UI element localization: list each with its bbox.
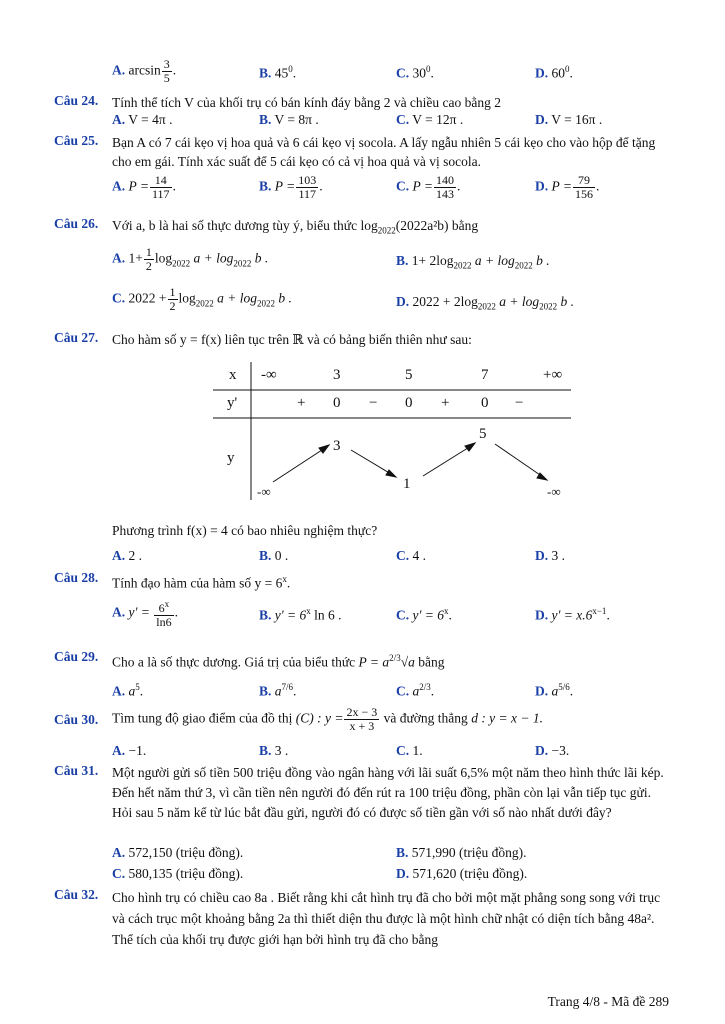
- q29-option-a: A. $a^5$.: [112, 682, 144, 699]
- table-x-value: -∞: [261, 367, 277, 383]
- q24-option-a: A. V = 4π .: [112, 112, 173, 127]
- q30-option-a: A. −1.: [112, 743, 147, 758]
- question-text: Tìm tung độ giao điểm của đồ thị (C) : y = $\frac{2x - 3}{x + 3}$ và đường thẳng d : y = x − 1.: [112, 705, 544, 733]
- q31-option-a: A. 572,150 (triệu đồng).: [112, 845, 244, 860]
- q27-option-c: C. 4 .: [396, 548, 426, 563]
- top-option-b: B. $45^0$.: [259, 64, 297, 81]
- top-option-c: C. $30^0$.: [396, 64, 434, 81]
- table-sign: 0: [405, 395, 413, 411]
- table-sign: −: [369, 395, 378, 411]
- question-text: Một người gửi số tiền 500 triệu đồng vào ngân hàng với lãi suất 6,5% một năm theo hình thức lãi kép. Đến hết năm thứ 3, vì cần tiền nên người đó đến rút ra 100 triệu đồng, phần còn lại vẫn tiếp tục gửi. Hỏi sau 5 năm kể từ lúc bắt đầu gửi, người đó có được số tiền gần với số nào nhất dưới đây?: [112, 765, 664, 820]
- table-x-label: x: [229, 367, 237, 383]
- table-y-value: 1: [403, 476, 411, 492]
- table-x-value: 5: [405, 367, 413, 383]
- q26-option-a: A. 1+ $\frac{1}{2}$ $\log_{2022} a + \log_{2022} b$ .: [112, 245, 269, 273]
- question-number: Câu 27.: [54, 330, 99, 345]
- top-option-a: A. arcsin $\frac{3}{5}$ .: [112, 57, 177, 85]
- question-text: Bạn A có 7 cái kẹo vị hoa quả và 6 cái kẹo vị socola. A lấy ngẫu nhiên 5 cái kẹo cho vào hộp để tặng cho em gái. Tính xác suất để 5 cái kẹo có cả vị hoa quả và vị socola.: [112, 135, 656, 169]
- q28-option-c: C. $y' = 6^x$.: [396, 606, 452, 623]
- q30-option-d: D. −3.: [535, 743, 570, 758]
- question-number: Câu 26.: [54, 216, 99, 231]
- q31-option-b: B. 571,990 (triệu đồng).: [396, 845, 527, 860]
- q27-option-b: B. 0 .: [259, 548, 289, 563]
- table-x-value: 7: [481, 367, 489, 383]
- question-number: Câu 29.: [54, 649, 99, 664]
- q29-option-d: D. $a^{5/6}$.: [535, 682, 574, 699]
- table-y-value: -∞: [547, 484, 561, 499]
- q25-option-b: B. P = $\frac{103}{117}$ .: [259, 173, 323, 201]
- question-text: Cho hình trụ có chiều cao 8a . Biết rằng khi cắt hình trụ đã cho bởi một mặt phẳng song song với trục và cách trục một khoảng bằng 2a thì thiết diện thu được là một hình chữ nhật có diện tích bằng 48a². Thể tích của khối trụ được giới hạn bởi hình trụ đã cho bằng: [112, 890, 661, 947]
- q30-option-b: B. 3 .: [259, 743, 289, 758]
- q26-option-d: D. $2022 + 2\log_{2022}$ $a + \log_{2022} b$ .: [396, 294, 574, 312]
- question-number: Câu 28.: [54, 570, 99, 585]
- q27-option-d: D. 3 .: [535, 548, 565, 563]
- table-sign: +: [297, 395, 306, 411]
- question-number: Câu 31.: [54, 763, 99, 778]
- question-text: Tính thể tích V của khối trụ có bán kính đáy bằng 2 và chiều cao bằng 2: [112, 95, 502, 110]
- q29-option-c: C. $a^{2/3}$.: [396, 682, 435, 699]
- table-sign: 0: [333, 395, 341, 411]
- q27-option-a: A. 2 .: [112, 548, 142, 563]
- q25-option-c: C. P = $\frac{140}{143}$ .: [396, 173, 461, 201]
- table-x-value: +∞: [543, 367, 563, 383]
- table-x-value: 3: [333, 367, 341, 383]
- q30-option-c: C. 1.: [396, 743, 423, 758]
- q26-option-c: C. 2022 + $\frac{1}{2}$ $\log_{2022} a + \log_{2022} b$ .: [112, 285, 292, 313]
- table-y-value: -∞: [257, 484, 271, 499]
- q28-option-d: D. $y' = x.6^{x-1}$.: [535, 606, 610, 623]
- table-sign: +: [441, 395, 450, 411]
- top-option-d: D. $60^0$.: [535, 64, 573, 81]
- q31-option-d: D. 571,620 (triệu đồng).: [396, 866, 528, 881]
- table-sign: 0: [481, 395, 489, 411]
- q25-option-d: D. P = $\frac{79}{156}$ .: [535, 173, 600, 201]
- table-yprime-label: y': [227, 395, 238, 411]
- question-number: Câu 30.: [54, 712, 99, 727]
- question-text: Cho a là số thực dương. Giá trị của biểu thức $P = a^{2/3}√a$ bằng: [112, 653, 445, 670]
- variation-table: [213, 362, 573, 502]
- q25-option-a: A. P = $\frac{14}{117}$ .: [112, 173, 176, 201]
- q31-option-c: C. 580,135 (triệu đồng).: [112, 866, 244, 881]
- question-number: Câu 32.: [54, 887, 99, 902]
- table-sign: −: [515, 395, 524, 411]
- question-text: Tính đạo hàm của hàm số $y = 6^x$.: [112, 574, 291, 591]
- q24-option-c: C. V = 12π .: [396, 112, 464, 127]
- q27-equation: Phương trình f(x) = 4 có bao nhiêu nghiệm thực?: [112, 523, 378, 538]
- q29-option-b: B. $a^{7/6}$.: [259, 682, 297, 699]
- page-footer: Trang 4/8 - Mã đề 289: [547, 994, 669, 1009]
- table-y-value: 3: [333, 438, 341, 454]
- q26-option-b: B. $1+ 2\log_{2022}$ $a + \log_{2022} b$ .: [396, 253, 550, 271]
- question-number: Câu 24.: [54, 93, 99, 108]
- q28-option-b: B. $y' = 6^x$ ln 6 .: [259, 606, 342, 623]
- table-y-value: 5: [479, 426, 487, 442]
- question-number: Câu 25.: [54, 133, 99, 148]
- question-text: Cho hàm số y = f(x) liên tục trên ℝ và có bảng biến thiên như sau:: [112, 332, 472, 347]
- q24-option-d: D. V = 16π .: [535, 112, 603, 127]
- table-y-label: y: [227, 450, 235, 466]
- question-text: Với a, b là hai số thực dương tùy ý, biểu thức $\log_{2022}(2022a^2b)$ bằng: [112, 218, 479, 236]
- q28-option-a: A. y' = $\frac{6^x}{\ln 6}$ .: [112, 599, 178, 629]
- q24-option-b: B. V = 8π .: [259, 112, 319, 127]
